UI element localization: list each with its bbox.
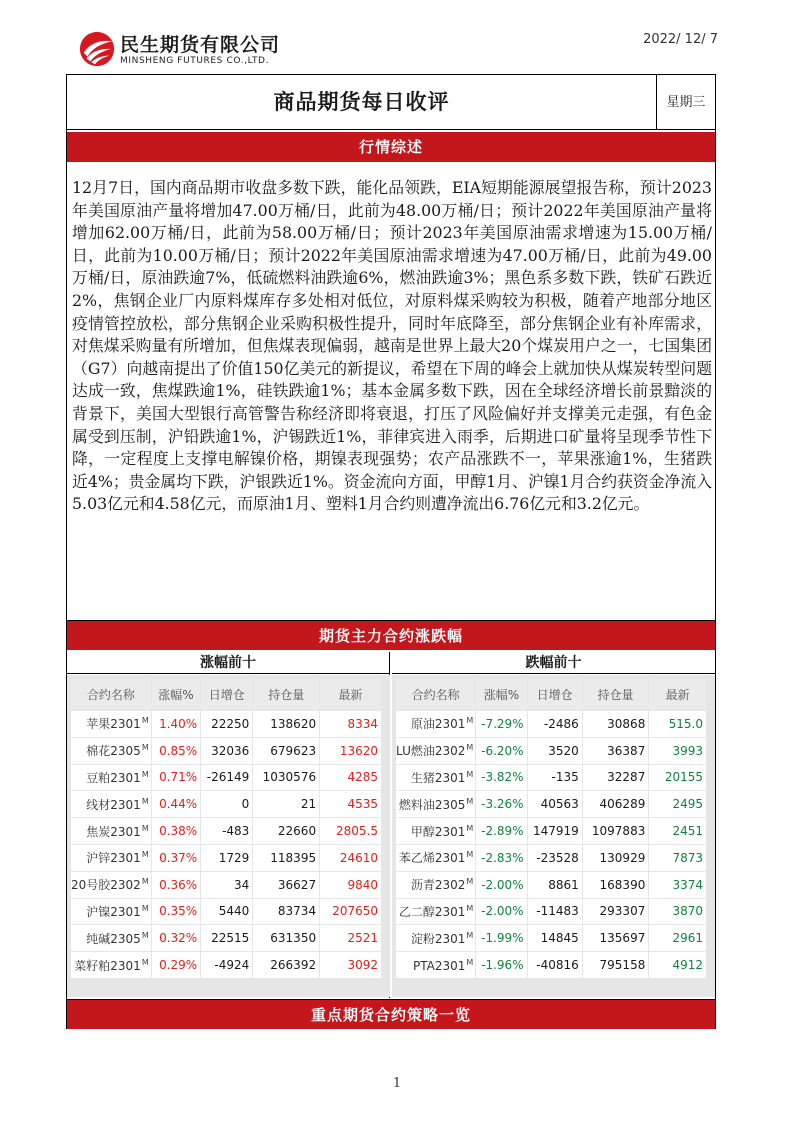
losers-grid — [392, 675, 715, 997]
oi-change-cell: 40563 — [527, 791, 582, 818]
title-row — [67, 75, 715, 130]
oi-change-cell: 22515 — [201, 925, 253, 952]
col-header-pct: 涨幅% — [151, 679, 200, 711]
table-row — [71, 791, 382, 818]
oi-change-cell: 147919 — [527, 818, 582, 845]
contract-name: 燃料油2305 — [398, 797, 466, 812]
table-row — [71, 925, 382, 952]
last-price-cell: 515.0 — [649, 711, 707, 738]
page-number: 1 — [392, 1076, 402, 1091]
table-row — [396, 871, 707, 898]
losers-panel — [392, 652, 715, 998]
contract-name-cell — [71, 925, 152, 952]
main-contract-mark: M — [141, 743, 149, 753]
col-header-chg: 日增仓 — [527, 679, 582, 711]
last-price-cell: 3993 — [649, 737, 707, 764]
table-row — [71, 844, 382, 871]
company-name-cn: 民生期货有限公司 — [120, 34, 281, 56]
table-row — [71, 737, 382, 764]
col-header-name: 合约名称 — [71, 679, 152, 711]
open-interest-cell: 30868 — [582, 711, 649, 738]
open-interest-cell: 293307 — [582, 898, 649, 925]
oi-change-cell: -483 — [201, 818, 253, 845]
contract-name: 菜籽粕2301 — [74, 958, 141, 973]
pct-change-cell: -1.96% — [476, 952, 527, 979]
main-contract-mark: M — [466, 716, 474, 726]
report-title: 商品期货每日收评 — [67, 75, 657, 130]
main-contract-mark: M — [141, 957, 149, 967]
pct-change-cell: 0.37% — [151, 844, 200, 871]
open-interest-cell: 36387 — [582, 737, 649, 764]
main-contract-mark: M — [141, 903, 149, 913]
pct-change-cell: -2.83% — [476, 844, 527, 871]
oi-change-cell: -26149 — [201, 764, 253, 791]
minsheng-logo-icon — [78, 30, 116, 68]
main-contract-mark: M — [466, 903, 474, 913]
contract-name: 淀粉2301 — [410, 931, 466, 946]
contract-name-cell — [396, 844, 476, 871]
pct-change-cell: 0.29% — [151, 952, 200, 979]
main-contract-mark: M — [466, 769, 474, 779]
last-price-cell: 2521 — [320, 925, 382, 952]
table-row — [71, 871, 382, 898]
last-price-cell: 8334 — [320, 711, 382, 738]
contract-name: 生猪2301 — [410, 770, 466, 785]
table-header-row — [396, 679, 707, 711]
last-price-cell: 2805.5 — [320, 818, 382, 845]
main-contract-mark: M — [466, 850, 474, 860]
oi-change-cell: 32036 — [201, 737, 253, 764]
oi-change-cell: -4924 — [201, 952, 253, 979]
contract-name: 甲醇2301 — [410, 824, 466, 839]
oi-change-cell: 5440 — [201, 898, 253, 925]
losers-table — [395, 678, 707, 979]
contract-name-cell — [71, 818, 152, 845]
open-interest-cell: 83734 — [253, 898, 320, 925]
gainers-panel — [67, 652, 390, 998]
contract-name-cell — [396, 711, 476, 738]
open-interest-cell: 406289 — [582, 791, 649, 818]
last-price-cell: 3374 — [649, 871, 707, 898]
contract-name-cell — [396, 925, 476, 952]
last-price-cell: 207650 — [320, 898, 382, 925]
gainers-grid — [67, 675, 390, 997]
main-contract-mark: M — [141, 930, 149, 940]
open-interest-cell: 135697 — [582, 925, 649, 952]
contract-name-cell — [71, 764, 152, 791]
main-contract-mark: M — [466, 930, 474, 940]
contract-name-cell — [71, 898, 152, 925]
main-contract-mark: M — [141, 716, 149, 726]
open-interest-cell: 32287 — [582, 764, 649, 791]
main-contract-mark: M — [466, 796, 474, 806]
pct-change-cell: -1.99% — [476, 925, 527, 952]
main-contract-mark: M — [466, 823, 474, 833]
oi-change-cell: -23528 — [527, 844, 582, 871]
table-row — [71, 818, 382, 845]
contract-name: PTA2301 — [413, 958, 466, 973]
contract-name-cell — [396, 818, 476, 845]
table-row — [396, 925, 707, 952]
contract-name: 焦炭2301 — [86, 824, 141, 839]
last-price-cell: 4912 — [649, 952, 707, 979]
table-row — [71, 711, 382, 738]
contract-name-cell — [71, 737, 152, 764]
last-price-cell: 20155 — [649, 764, 707, 791]
company-name-en: MINSHENG FUTURES CO.,LTD. — [120, 56, 270, 66]
oi-change-cell: 8861 — [527, 871, 582, 898]
table-row — [396, 952, 707, 979]
oi-change-cell: 1729 — [201, 844, 253, 871]
main-contract-mark: M — [141, 796, 149, 806]
last-price-cell: 3092 — [320, 952, 382, 979]
contract-name-cell — [396, 871, 476, 898]
table-row — [71, 898, 382, 925]
pct-change-cell: 0.35% — [151, 898, 200, 925]
contract-name: 20号胶2302 — [71, 878, 141, 893]
main-contract-mark: M — [466, 877, 474, 887]
last-price-cell: 2961 — [649, 925, 707, 952]
pct-change-cell: -3.82% — [476, 764, 527, 791]
open-interest-cell: 22660 — [253, 818, 320, 845]
main-contract-mark: M — [141, 877, 149, 887]
oi-change-cell: 3520 — [527, 737, 582, 764]
open-interest-cell: 138620 — [253, 711, 320, 738]
pct-change-cell: 0.32% — [151, 925, 200, 952]
contract-name: 豆粕2301 — [86, 770, 141, 785]
open-interest-cell: 795158 — [582, 952, 649, 979]
contract-name-cell — [71, 871, 152, 898]
table-row — [71, 952, 382, 979]
gainers-table — [70, 678, 382, 979]
pct-change-cell: -3.26% — [476, 791, 527, 818]
pct-change-cell: 0.44% — [151, 791, 200, 818]
col-header-oi: 持仓量 — [253, 679, 320, 711]
contract-name: 棉花2305 — [86, 744, 141, 759]
pct-change-cell: 0.38% — [151, 818, 200, 845]
main-contract-mark: M — [141, 769, 149, 779]
company-logo — [78, 28, 318, 72]
contract-name: 沪锌2301 — [86, 851, 141, 866]
contract-name: 线材2301 — [86, 797, 141, 812]
pct-change-cell: 1.40% — [151, 711, 200, 738]
last-price-cell: 2495 — [649, 791, 707, 818]
open-interest-cell: 266392 — [253, 952, 320, 979]
col-header-oi: 持仓量 — [582, 679, 649, 711]
last-price-cell: 2451 — [649, 818, 707, 845]
contract-name: 原油2301 — [410, 717, 466, 732]
oi-change-cell: -135 — [527, 764, 582, 791]
col-header-chg: 日增仓 — [201, 679, 253, 711]
last-price-cell: 9840 — [320, 871, 382, 898]
open-interest-cell: 118395 — [253, 844, 320, 871]
contract-name: 纯碱2305 — [86, 931, 141, 946]
contract-name-cell — [71, 791, 152, 818]
pct-change-cell: -7.29% — [476, 711, 527, 738]
oi-change-cell: -11483 — [527, 898, 582, 925]
last-price-cell: 4285 — [320, 764, 382, 791]
contract-name: 乙二醇2301 — [398, 904, 466, 919]
oi-change-cell: -2486 — [527, 711, 582, 738]
contract-name: 沪镍2301 — [86, 904, 141, 919]
movers-tables — [67, 652, 715, 998]
open-interest-cell: 168390 — [582, 871, 649, 898]
contract-name-cell — [396, 737, 476, 764]
last-price-cell: 13620 — [320, 737, 382, 764]
table-header-row — [71, 679, 382, 711]
table-row — [396, 764, 707, 791]
main-contract-mark: M — [466, 957, 474, 967]
contract-name: LU燃油2302 — [396, 744, 466, 759]
losers-title: 跌幅前十 — [392, 652, 715, 674]
contract-name: 沥青2302 — [410, 878, 466, 893]
col-header-name: 合约名称 — [396, 679, 476, 711]
pct-change-cell: -2.89% — [476, 818, 527, 845]
oi-change-cell: -40816 — [527, 952, 582, 979]
last-price-cell: 4535 — [320, 791, 382, 818]
section-header-strategy: 重点期货合约策略一览 — [67, 999, 715, 1029]
main-contract-mark: M — [141, 850, 149, 860]
open-interest-cell: 1030576 — [253, 764, 320, 791]
section-header-overview: 行情综述 — [67, 132, 715, 162]
open-interest-cell: 679623 — [253, 737, 320, 764]
table-row — [396, 711, 707, 738]
last-price-cell: 24610 — [320, 844, 382, 871]
pct-change-cell: -6.20% — [476, 737, 527, 764]
pct-change-cell: 0.36% — [151, 871, 200, 898]
open-interest-cell: 631350 — [253, 925, 320, 952]
oi-change-cell: 0 — [201, 791, 253, 818]
report-date: 2022/ 12/ 7 — [643, 32, 718, 47]
open-interest-cell: 21 — [253, 791, 320, 818]
col-header-last: 最新 — [649, 679, 707, 711]
table-row — [396, 844, 707, 871]
losers-body — [396, 711, 707, 979]
gainers-body — [71, 711, 382, 979]
contract-name-cell — [396, 898, 476, 925]
last-price-cell: 7873 — [649, 844, 707, 871]
main-contract-mark: M — [141, 823, 149, 833]
report-frame — [66, 74, 716, 1029]
contract-name-cell — [71, 844, 152, 871]
contract-name-cell — [396, 791, 476, 818]
weekday: 星期三 — [666, 95, 706, 110]
table-row — [396, 737, 707, 764]
pct-change-cell: 0.85% — [151, 737, 200, 764]
pct-change-cell: -2.00% — [476, 898, 527, 925]
contract-name: 苹果2301 — [86, 717, 141, 732]
table-row — [396, 898, 707, 925]
pct-change-cell: -2.00% — [476, 871, 527, 898]
col-header-last: 最新 — [320, 679, 382, 711]
contract-name-cell — [71, 952, 152, 979]
open-interest-cell: 130929 — [582, 844, 649, 871]
open-interest-cell: 36627 — [253, 871, 320, 898]
last-price-cell: 3870 — [649, 898, 707, 925]
gainers-title: 涨幅前十 — [67, 652, 389, 674]
contract-name: 苯乙烯2301 — [398, 851, 466, 866]
col-header-pct: 涨幅% — [476, 679, 527, 711]
section-header-movers: 期货主力合约涨跌幅 — [67, 620, 715, 650]
table-row — [71, 764, 382, 791]
table-row — [396, 818, 707, 845]
main-contract-mark: M — [466, 743, 474, 753]
table-row — [396, 791, 707, 818]
oi-change-cell: 22250 — [201, 711, 253, 738]
contract-name-cell — [71, 711, 152, 738]
oi-change-cell: 14845 — [527, 925, 582, 952]
pct-change-cell: 0.71% — [151, 764, 200, 791]
market-summary-text: 12月7日，国内商品期市收盘多数下跌，能化品领跌，EIA短期能源展望报告称，预计2023年美国原油产量将增加47.00万桶/日，此前为48.00万桶/日；预计2022年美国原油产量将增加62.00万桶/日，此前为58.00万桶/日；预计2023年美国原油需求增速为15.00万桶/日，此前为10.00万桶/日；预计2022年美国原油需求增速为47.00万桶/日，此前为49.00万桶/日，原油跌逾7%，低硫燃料油跌逾6%，燃油跌逾3%；黑色系多数下跌，铁矿石跌近2%，焦钢企业厂内原料煤库存多处相对低位，对原料煤采购较为积极，随着产地部分地区疫情管控放松，部分焦钢企业采购积极性提升，同时年底降至，部分焦钢企业有补库需求，对焦煤采购量有所增加，但焦煤表现偏弱，越南是世界上最大20个煤炭用户之一，七国集团（G7）向越南提出了价值150亿美元的新提议，希望在下周的峰会上就加快从煤炭转型问题达成一致，焦煤跌逾1%，硅铁跌逾1%；基本金属多数下跌，因在全球经济增长前景黯淡的背景下，美国大型银行高管警告称经济即将衰退，打压了风险偏好并支撑美元走强，有色金属受到压制，沪铅跌逾1%，沪锡跌近1%，菲律宾进入雨季，后期进口矿量将呈现季节性下降，一定程度上支撑电解镍价格，期镍表现强势；农产品涨跌不一，苹果涨逾1%，生猪跌近4%；贵金属均下跌，沪银跌近1%。资金流向方面，甲醇1月、沪镍1月合约获资金净流入5.03亿元和4.58亿元，而原油1月、塑料1月合约则遭净流出6.76亿元和3.2亿元。 — [72, 178, 712, 514]
contract-name-cell — [396, 952, 476, 979]
contract-name-cell — [396, 764, 476, 791]
open-interest-cell: 1097883 — [582, 818, 649, 845]
oi-change-cell: 34 — [201, 871, 253, 898]
